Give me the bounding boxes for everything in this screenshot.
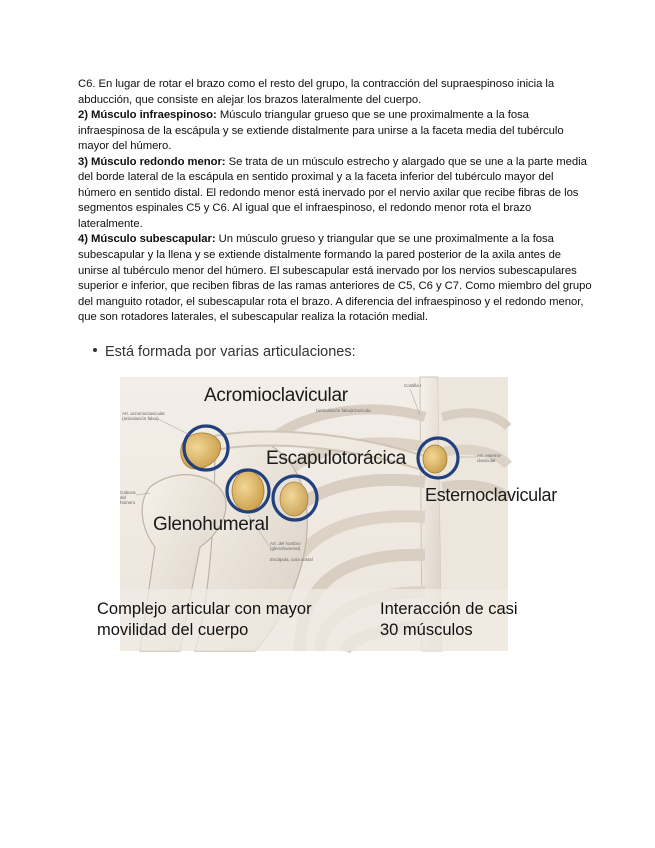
- shoulder-joints-figure: [97, 377, 557, 651]
- paragraph-redondo-menor: [78, 155, 593, 233]
- caption-left-line2: movilidad del cuerpo: [97, 621, 249, 639]
- tiny-label-cabeza-humero: Cabeza del húmero: [120, 490, 136, 505]
- caption-right-line2: 30 músculos: [380, 621, 473, 639]
- bullet-item: [93, 344, 356, 360]
- paragraph-subescapular: [78, 232, 593, 325]
- label-esternoclavicular: Esternoclavicular: [425, 485, 557, 505]
- paragraph-heading: 4) Músculo subescapular:: [78, 233, 216, 246]
- tiny-label-art-esternoclavicular: Art. esterno-clavicular: [477, 453, 502, 463]
- paragraph-infraespinoso: [78, 108, 593, 155]
- paragraph-text: Se trata de un músculo estrecho y alargado que se une a la parte media del borde lateral de la escápula en sentido proximal y a la faceta inferior del tubérculo mayor del húmero en sentido distal. El redondo menor está inervado por el nervio axilar que recibe fibras de los segmentos espinales C5 y C6. Al igual que el infraespinoso, el redondo menor rota el brazo lateralmente.: [78, 155, 587, 230]
- tiny-label-escapula: Escápula, cara costal: [270, 557, 313, 562]
- bullet-dot-icon: [93, 348, 97, 352]
- caption-left: [97, 599, 312, 641]
- caption-right-line1: Interacción de casi: [380, 600, 518, 618]
- tiny-label-art-hombro: Art. del hombro (glenohumeral): [270, 541, 301, 551]
- paragraph-heading: 2) Músculo infraespinoso:: [78, 109, 217, 122]
- caption-left-line1: Complejo articular con mayor: [97, 600, 312, 618]
- caption-right: [380, 599, 518, 641]
- paragraph-text: Un músculo grueso y triangular que se une proximalmente a la fosa subescapular y la llena y se extiende distalmente formando la pared posterior de la axila antes de unirse al tubérculo menor del húmero. El subescapular está inervado por los nervios subescapulares superior e inferior, que reciben fibras de las ramas anteriores de C5, C6 y C7. Como miembro del grupo del manguito rotador, el subescapular rota el brazo. A diferencia del infraespinoso y el redondo menor, que son rotadores laterales, el subescapular realiza la rotación medial.: [78, 233, 592, 324]
- paragraph-text: Músculo triangular grueso que se une proximalmente a la fosa infraespinosa de la escápula y se extiende distalmente para unirse a la faceta media del tubérculo mayor del húmero.: [78, 109, 564, 153]
- tiny-label-costilla: Costilla I: [404, 383, 422, 388]
- label-escapulotoracica: Escapulotorácica: [266, 448, 406, 469]
- paragraph-supraespinoso: [78, 77, 593, 108]
- paragraph-text: C6. En lugar de rotar el brazo como el resto del grupo, la contracción del supraespinoso inicia la abducción, que consiste en alejar los brazos lateralmente del cuerpo.: [78, 78, 555, 106]
- bullet-text: Está formada por varias articulaciones:: [105, 344, 356, 360]
- tiny-label-clavicula: Clavícula: [352, 408, 371, 413]
- label-acromioclavicular: Acromioclavicular: [204, 385, 348, 406]
- body-text: [78, 77, 593, 326]
- paragraph-heading: 3) Músculo redondo menor:: [78, 155, 226, 168]
- tiny-label-art-acromioclavicular: Art. acromioclavicular (articulación falsa): [122, 411, 166, 421]
- label-glenohumeral: Glenohumeral: [153, 514, 269, 535]
- tiny-label-art-escapulotoracica: (articulación falsa): [316, 408, 353, 413]
